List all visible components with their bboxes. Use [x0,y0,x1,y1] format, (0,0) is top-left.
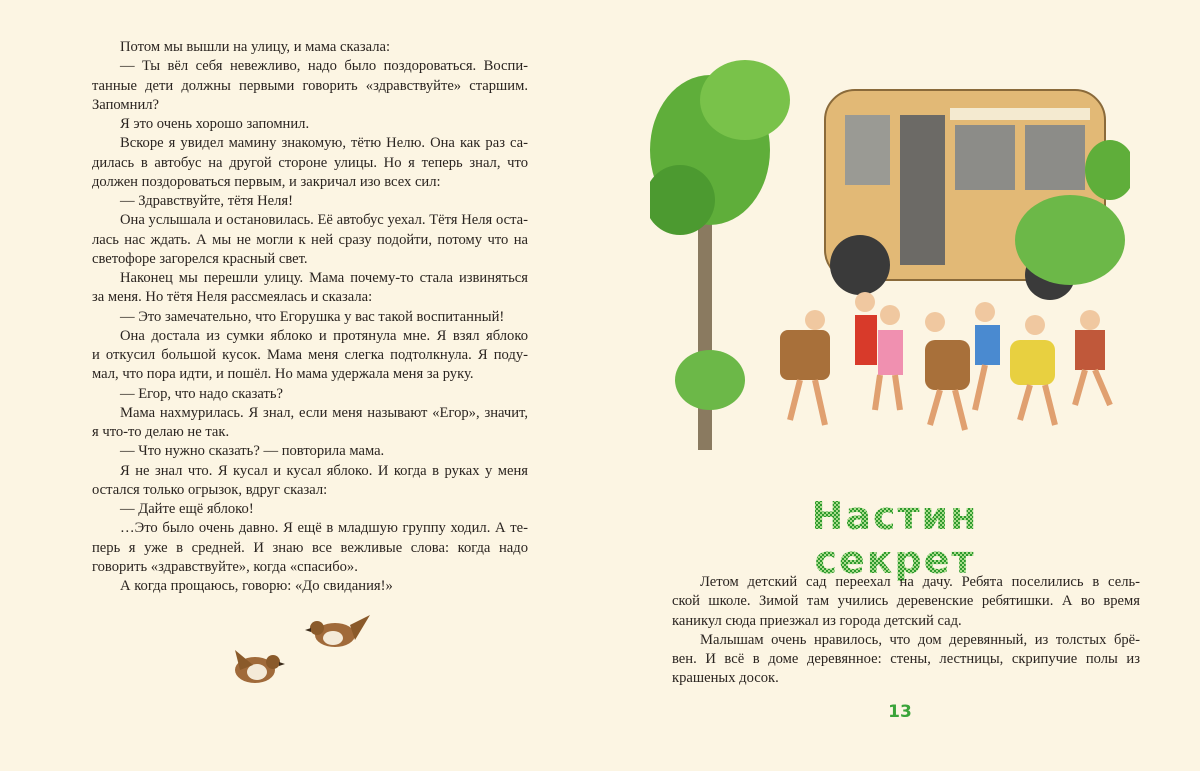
text-line: дилась в автобус на другой стороне улицы. Но я теперь знал, что [92,154,528,171]
text-line: — Что нужно сказать? — повторила мама. [120,443,385,460]
text-line: Запомнил? [92,96,160,113]
text-line: светофоре загорелся красный свет. [92,250,308,267]
text-line: я что-то делаю не так. [92,424,230,440]
text-line: — Дайте ещё яблоко! [120,501,254,517]
text-line: танные дети должны первыми говорить «здравствуйте» старшим. [92,77,528,94]
chapter-title: Настин секрет [740,494,1050,582]
left-page-text [92,38,528,596]
text-line: мал, что пора идти, и пошёл. Но мама удержала меня за руку. [92,366,474,383]
text-line: …Это было очень давно. Я ещё в младшую группу ходил. А те- [120,520,528,537]
text-line: вен. И всё в доме деревянное: стены, лестницы, скрипучие полы из [672,651,1140,667]
page-number: 13 [888,702,912,722]
text-line: — Здравствуйте, тётя Неля! [120,193,293,209]
text-line: за меня. Но тётя Неля рассмеялась и сказала: [92,289,373,306]
text-line: перь я уже в средней. И знаю все вежливые слова: когда надо [92,539,528,556]
text-line: и откусил большой кусок. Мама меня слегка подтолкнула. Я поду- [92,347,528,363]
sparrow-icon [305,615,370,647]
text-line: — Егор, что надо сказать? [120,385,283,402]
text-line: Наконец мы перешли улицу. Мама почему-то стала извиняться [120,270,528,286]
text-line: Вскоре я увидел мамину знакомую, тётю Нелю. Она как раз са- [120,135,528,152]
text-line: говорить «здравствуйте», когда «спасибо». [92,558,358,575]
text-line: Летом детский сад переехал на дачу. Ребята поселились в сель- [700,574,1140,590]
text-line: — Это замечательно, что Егорушка у вас такой воспитанный! [120,308,505,325]
children [780,292,1110,430]
text-line: Малышам очень нравилось, что дом деревянный, из толстых брё- [700,631,1140,648]
text-line: остался только огрызок, вдруг сказал: [92,481,328,498]
right-page-text [672,573,1140,689]
text-line: Мама нахмурилась. Я знал, если меня называют «Егор», значит, [120,404,528,421]
text-line: Я это очень хорошо запомнил. [120,116,310,132]
sparrow-icon [235,650,285,683]
bus-and-children-illustration [650,40,1130,450]
text-line: каникул сюда приезжал из города детский сад. [672,612,962,629]
sparrows-illustration [225,610,375,700]
text-line: крашеных досок. [672,670,779,687]
text-line: ской школе. Зимой там учились деревенские ребятишки. А во время [672,593,1140,610]
text-line: лась нас ждать. А мы не могли к ней сразу подойти, потому что на [92,231,528,248]
text-line: Потом мы вышли на улицу, и мама сказала: [120,39,391,55]
text-line: А когда прощаюсь, говорю: «До свидания!» [120,578,393,594]
text-line: Она достала из сумки яблоко и протянула мне. Я взял яблоко [120,327,528,344]
text-line: должен поздороваться первым, и закричал изо всех сил: [92,173,441,190]
text-line: Я не знал что. Я кусал и кусал яблоко. И когда в руках у меня [120,462,528,479]
text-line: — Ты вёл себя невежливо, надо было поздороваться. Воспи- [120,58,528,75]
text-line: Она услышала и остановилась. Её автобус уехал. Тётя Неля оста- [120,212,528,229]
